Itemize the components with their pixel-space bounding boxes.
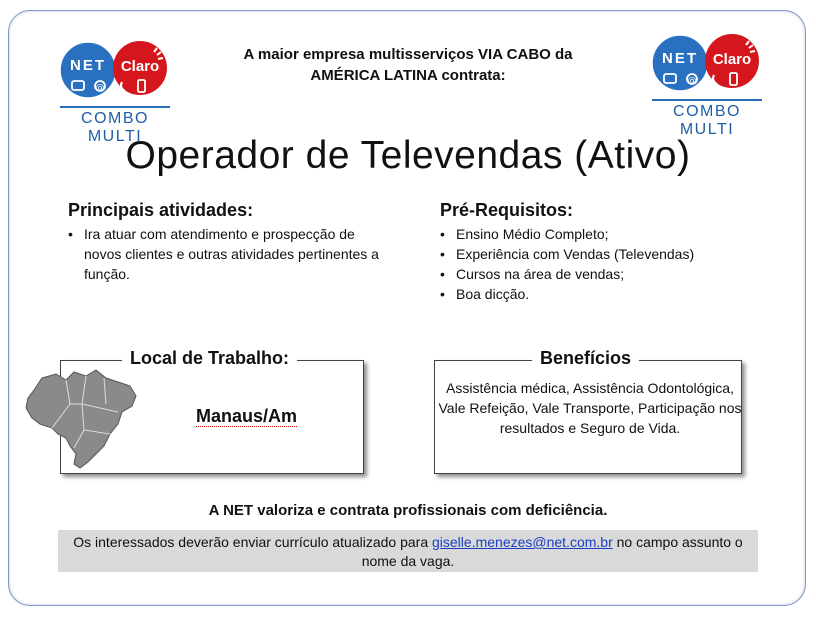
city-name: Manaus/Am — [196, 406, 298, 426]
requirements-list — [440, 224, 740, 304]
benefits-text: Assistência médica, Assistência Odontológica, Vale Refeição, Vale Transporte, Participação nos resultados e Seguro de Vida. — [438, 380, 742, 436]
city — [196, 406, 297, 427]
claro-wordmark: Claro — [712, 51, 752, 68]
activities-heading: Principais atividades: — [68, 200, 254, 220]
instruction-before: Os interessados deverão enviar currículo atualizado para — [73, 534, 432, 550]
combo-logo-icon — [56, 40, 174, 108]
logo-divider — [652, 99, 762, 101]
requirements-heading: Pré-Requisitos: — [440, 200, 574, 220]
headline-line-1: A maior empresa multisserviços VIA CABO da — [243, 46, 573, 63]
claro-wordmark: Claro — [120, 58, 160, 75]
logo-divider — [60, 106, 170, 108]
benefits-heading: Benefícios — [532, 348, 639, 369]
activity-item: • Ira atuar com atendimento e prospecção de novos clientes e outras atividades pertinentes a função. — [68, 224, 388, 284]
svg-text:@: @ — [95, 83, 105, 93]
requirement-item: • Boa dicção. — [440, 284, 740, 304]
workplace-heading: Local de Trabalho: — [122, 348, 297, 369]
combo-logo-icon — [648, 33, 766, 101]
requirement-item: • Ensino Médio Completo; — [440, 224, 740, 244]
headline — [180, 44, 636, 86]
net-wordmark: NET — [70, 57, 106, 74]
inclusion-statement: A NET valoriza e contrata profissionais com deficiência. — [208, 502, 608, 519]
requirement-item: • Cursos na área de vendas; — [440, 264, 740, 284]
requirement-item: • Experiência com Vendas (Televendas) — [440, 244, 740, 264]
svg-text:@: @ — [687, 76, 697, 86]
net-claro-logo-right — [648, 33, 766, 138]
logo-caption: COMBO MULTI — [673, 103, 741, 138]
net-claro-logo-left — [56, 40, 174, 145]
job-title: Operador de Televendas (Ativo) — [125, 134, 691, 177]
brazil-map-icon — [22, 364, 142, 472]
activities-list — [68, 224, 388, 284]
logo-caption: COMBO MULTI — [81, 110, 149, 145]
instruction-after: no campo assunto o nome da vaga. — [361, 534, 743, 569]
instruction-text — [58, 533, 758, 571]
headline-line-2: AMÉRICA LATINA contrata: — [310, 67, 506, 84]
email-link[interactable]: giselle.menezes@net.com.br — [432, 534, 613, 550]
net-wordmark: NET — [662, 50, 698, 67]
